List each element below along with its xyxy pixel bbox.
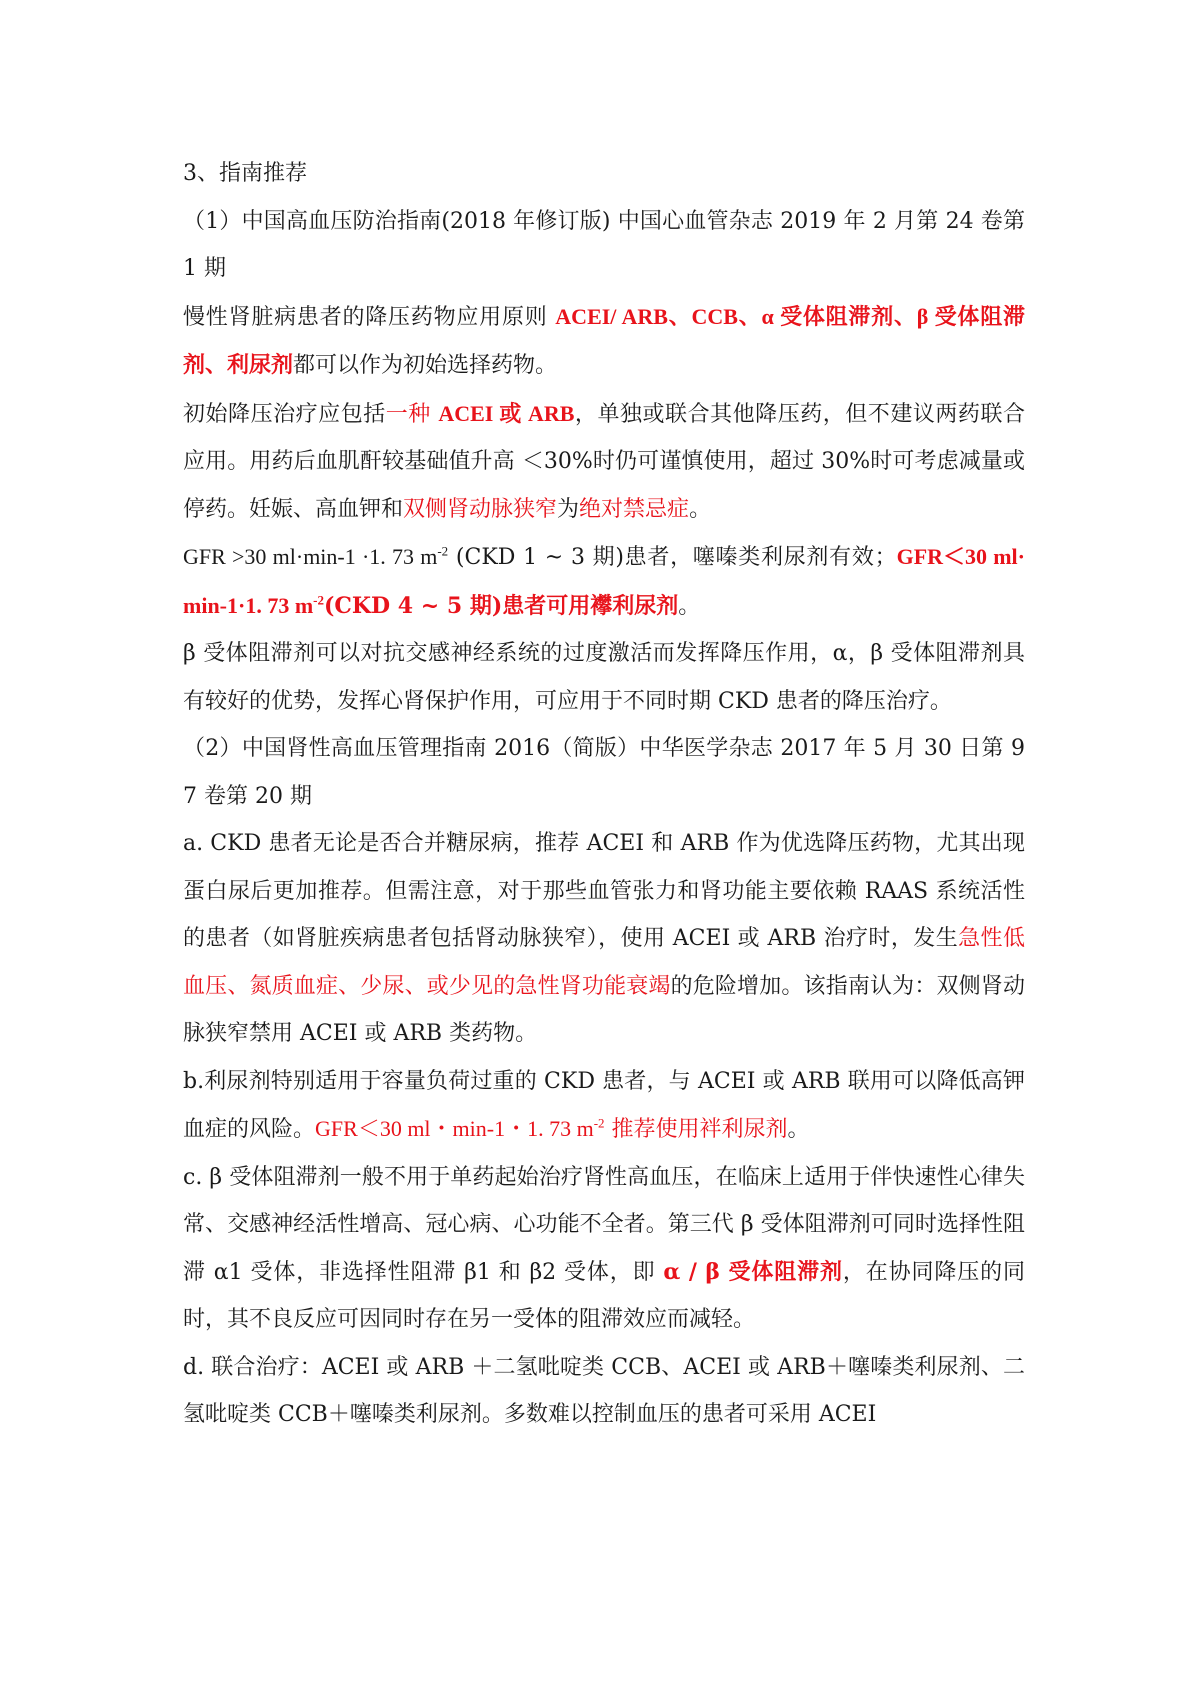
ref1-paragraph-initial-therapy bbox=[183, 390, 1025, 534]
ref2-item-d: d. 联合治疗：ACEI 或 ARB ＋二氢吡啶类 CCB、ACEI 或 ARB＋噻嗪类利尿剂、二氢吡啶类 CCB＋噻嗪类利尿剂。多数难以控制血压的患者可采用 ACEI bbox=[183, 1354, 1025, 1427]
ref1-paragraph-gfr bbox=[183, 533, 1025, 630]
text: 的危险增加。该指南认为：双侧肾动脉狭窄禁用 ACEI 或 ARB 类药物。 bbox=[183, 973, 1025, 1046]
text: a. CKD 患者无论是否合并糖尿病，推荐 ACEI 和 ARB 作为优选降压药物，尤其出现蛋白尿后更加推荐。但需注意，对于那些血管张力和肾功能主要依赖 RAAS 系统活性的患者（如肾脏疾病患者包括肾动脉狭窄），使用 ACEI 或 ARB 治疗时，发生 bbox=[183, 831, 1025, 951]
ref2-item-b bbox=[183, 1058, 1025, 1154]
ref2-item-a bbox=[183, 820, 1025, 1058]
text: 慢性肾脏病患者的降压药物应用原则 bbox=[183, 304, 556, 330]
text: 都可以作为初始选择药物。 bbox=[293, 353, 558, 378]
text: 初始降压治疗应包括 bbox=[183, 401, 386, 427]
ref1-paragraph-beta-blockers: β 受体阻滞剂可以对抗交感神经系统的过度激活而发挥降压作用，α，β 受体阻滞剂具有较好的优势，发挥心肾保护作用，可应用于不同时期 CKD 患者的降压治疗。 bbox=[183, 641, 1025, 714]
reference-2-heading: （2）中国肾性高血压管理指南 2016（简版）中华医学杂志 2017 年 5 月 30 日第 97 卷第 20 期 bbox=[183, 736, 1025, 809]
text: GFR >30 ml·min-1 ·1. 73 m bbox=[183, 544, 438, 569]
text: 。 bbox=[678, 593, 701, 619]
ref2-item-c bbox=[183, 1154, 1025, 1344]
highlight-contraindication: 绝对禁忌症 bbox=[579, 496, 690, 522]
highlight-gfr-low: GFR＜30 ml·min-1·1. 73 m bbox=[183, 544, 1026, 618]
highlight-loop-diuretic: (CKD 4 ~ 5 期)患者可用襻利尿剂 bbox=[324, 592, 679, 619]
text: c. β 受体阻滞剂一般不用于单药起始治疗肾性高血压，在临床上适用于伴快速性心律失常、交感神经活性增高、冠心病、心功能不全者。第三代 β 受体阻滞剂可同时选择性阻滞 α1 受体，非选择性阻滞 β1 和 β2 受体，即 bbox=[183, 1164, 1025, 1285]
highlight-acei-arb: ACEI 或 ARB bbox=[438, 400, 575, 426]
document-page bbox=[183, 150, 1025, 1439]
highlight-gfr: GFR＜30 ml・min-1・1. 73 m bbox=[315, 1116, 594, 1141]
highlight-one: 一种 bbox=[385, 401, 439, 427]
superscript: -2 bbox=[593, 1115, 605, 1131]
text: 。 bbox=[787, 1117, 810, 1142]
highlight-drug-classes: ACEI/ ARB、CCB、α 受体阻滞剂、β 受体阻滞剂、利尿剂 bbox=[183, 303, 1025, 377]
text: (CKD 1 ~ 3 期)患者，噻嗪类利尿剂有效； bbox=[448, 545, 897, 570]
section-title: 3、指南推荐 bbox=[183, 161, 307, 186]
text: ，单独或联合其他降压药，但不建议两药联合应用。用药后血肌酐较基础值升高 ＜30%时仍可谨慎使用，超过 30%时可考虑减量或停药。妊娠、高血钾和 bbox=[183, 401, 1025, 522]
ref1-paragraph-principles bbox=[183, 293, 1025, 390]
text: 。 bbox=[689, 496, 712, 522]
text: ，在协同降压的同时，其不良反应可因同时存在另一受体的阻滞效应而减轻。 bbox=[183, 1259, 1025, 1332]
text: 为 bbox=[557, 496, 580, 522]
reference-1-heading: （1）中国高血压防治指南(2018 年修订版) 中国心血管杂志 2019 年 2 月第 24 卷第 1 期 bbox=[183, 208, 1025, 281]
highlight-bilateral-stenosis: 双侧肾动脉狭窄 bbox=[403, 496, 558, 522]
highlight-loop-diuretic-2: 推荐使用袢利尿剂 bbox=[604, 1117, 788, 1142]
superscript: -2 bbox=[313, 592, 325, 608]
text: b.利尿剂特别适用于容量负荷过重的 CKD 患者，与 ACEI 或 ARB 联用可以降低高钾血症的风险。 bbox=[183, 1068, 1025, 1142]
highlight-risks: 急性低血压、氮质血症、少尿、或少见的急性肾功能衰竭 bbox=[183, 926, 1025, 999]
highlight-alpha-beta-blocker: α / β 受体阻滞剂 bbox=[663, 1258, 843, 1285]
superscript: -2 bbox=[437, 543, 449, 559]
